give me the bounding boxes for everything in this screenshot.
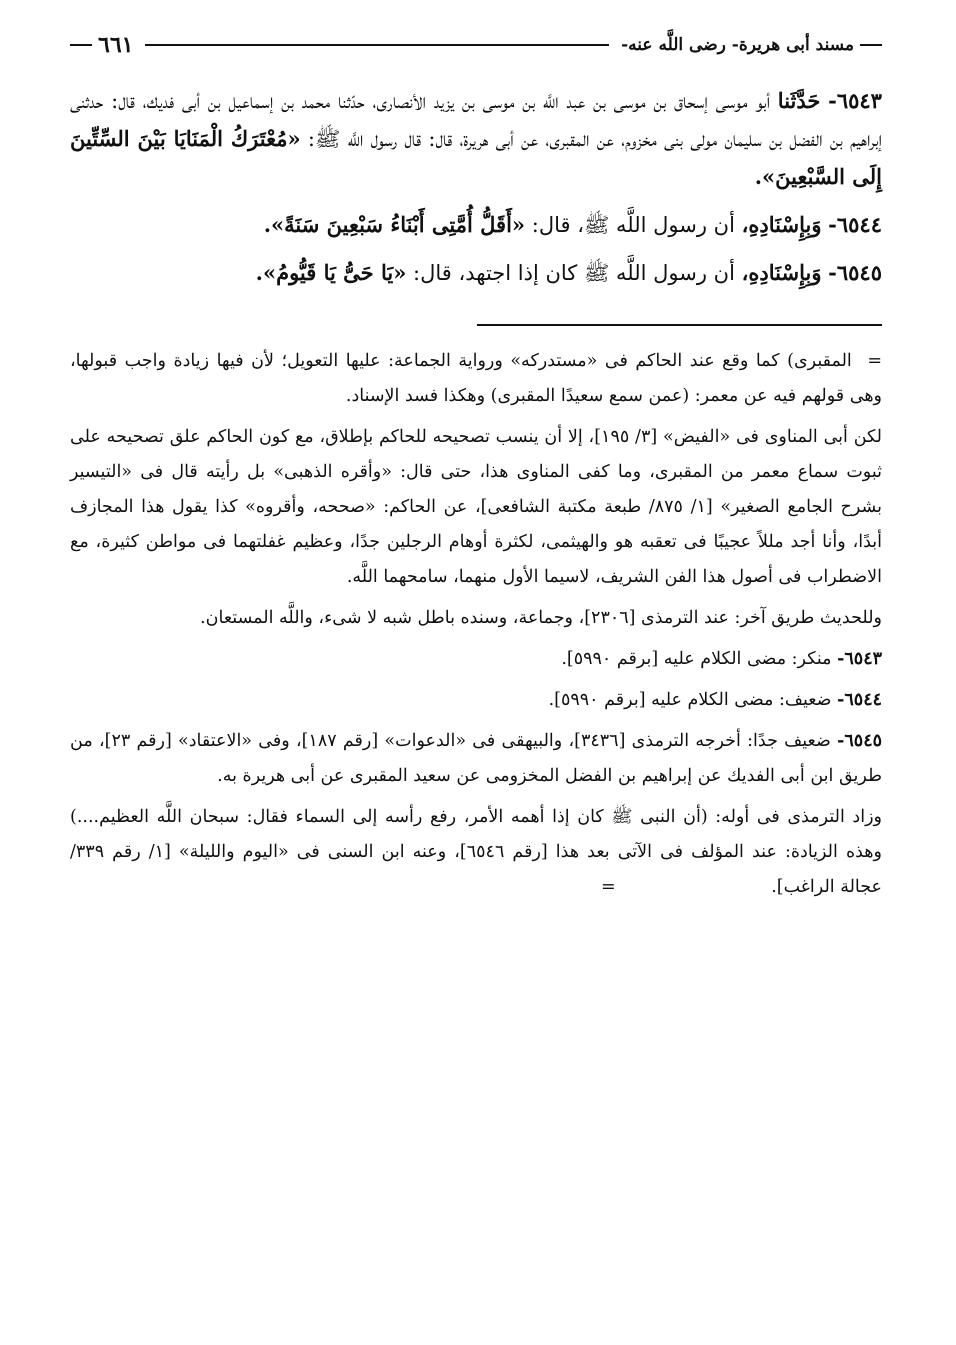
footnote-text: المقبرى) كما وقع عند الحاكم فى «مستدركه» ورواية الجماعة: عليها التعويل؛ لأن فيها زيادة واجب قبولها، وهى قولهم فيه عن معمر: (عمن سمع سعيدًا المقبرى) وهكذا فسد الإسناد. [70, 351, 882, 406]
grade-text: ضعيف: مضى الكلام عليه [برقم ٥٩٩٠]. [548, 690, 832, 710]
hadith-isnad: أبو موسى إسحاق بن موسى بن عبد اللَّه بن موسى بن يزيد الأنصارى، حدّثنا محمد بن إسماعيل بن أبى فديك، قال: حدثنى إبراهيم بن الفضل بن سليمان مولى بنى مخزوم، عن المقبرى، عن أبى هريرة، قال: قال رسول اللَّه ﷺ: [70, 89, 882, 151]
footnotes [70, 344, 882, 905]
grade-6543 [70, 642, 882, 677]
hadith-quote: «مُعْتَرَكُ الْمَنَايَا بَيْنَ السِّتِّينَ إِلَى السَّبْعِينَ». [70, 126, 882, 189]
page-number: ٦٦١ [98, 32, 134, 58]
hadith-intro: وَبِإِسْنَادِهِ، [741, 260, 822, 285]
footnote-paragraph: لكن أبى المناوى فى «الفيض» [٣/ ١٩٥]، إلا أن ينسب تصحيحه للحاكم بإطلاق، مع كون الحاكم علق تصحيحه على ثبوت سماع معمر من المقبرى، وما كفى المناوى هذا، حتى قال: «وأقره الذهبى» بل رأيته قال فى «التيسير بشرح الجامع الصغير» [١/ ٨٧٥/ طبعة مكتبة الشافعى]، عن الحاكم: «صححه، وأقروه» كذا يقول هذا المجازف أبدًا، وأنا أجد مللاً عجيبًا فى تعقبه هو والهيثمى، لكثرة أوهام الرجلين جدًا، وعظيم غفلتهما فى مواطن كثيرة، مع الاضطراب فى أصول هذا الفن الشريف، لاسيما الأول منهما، سامحهما اللَّه. [70, 427, 883, 587]
grade-text: ضعيف جدًا: أخرجه الترمذى [٣٤٣٦]، والبيهقى فى «الدعوات» [رقم ١٨٧]، وفى «الاعتقاد» [رقم ٢٣]، من طريق ابن أبى الفديك عن إبراهيم بن الفضل المخزومى عن سعيد المقبرى عن أبى هريرة به. [70, 731, 882, 786]
hadith-number: ٦٥٤٣- [828, 88, 882, 113]
hadith-quote: «أَقَلُّ أُمَّتِى أَبْنَاءُ سَبْعِينَ سَنَةً». [263, 212, 526, 237]
grade-6545 [70, 724, 882, 794]
header-dash-left [70, 44, 92, 46]
header-rule [145, 44, 609, 46]
hadith-quote: «يَا حَىُّ يَا قَيُّومُ». [255, 260, 407, 285]
grade-number: ٦٥٤٥- [837, 731, 882, 751]
footnote-paragraph: وللحديث طريق آخر: عند الترمذى [٢٣٠٦]، وجماعة، وسنده باطل شبه لا شىء، واللَّه المستعان. [200, 608, 882, 628]
document-page [70, 28, 882, 911]
trailing-mark: = [600, 877, 616, 897]
footnote-text: وزاد الترمذى فى أوله: (أن النبى ﷺ كان إذا أهمه الأمر، رفع رأسه إلى السماء فقال: سبحان اللَّه العظيم....) وهذه الزيادة: عند المؤلف فى الآتى بعد هذا [رقم ٦٥٤٦]، وعنه ابن السنى فى «اليوم والليلة» [١/ رقم ٣٣٩/ عجالة الراغب]. [70, 807, 882, 897]
footnote-separator [477, 324, 882, 326]
hadith-number: ٦٥٤٥- [828, 260, 882, 285]
hadith-intro: حَدَّثَنا [777, 88, 821, 113]
continuation-mark: = [867, 351, 882, 371]
hadith-text [70, 82, 882, 292]
hadith-isnad: أن رسول اللَّه ﷺ، قال: [531, 213, 735, 237]
hadith-isnad: أن رسول اللَّه ﷺ كان إذا اجتهد، قال: [413, 261, 735, 285]
grade-number: ٦٥٤٤- [837, 690, 882, 710]
hadith-6545 [70, 254, 882, 292]
footnote-separator-wrap [70, 302, 882, 344]
hadith-6543 [70, 82, 882, 196]
header-dash-right [860, 44, 882, 46]
footnote-final-paragraph [70, 800, 882, 905]
running-header [70, 28, 882, 62]
header-title: مسند أبى هريرة- رضى اللَّه عنه- [621, 35, 854, 55]
hadith-6544 [70, 206, 882, 244]
grade-text: منكر: مضى الكلام عليه [برقم ٥٩٩٠]. [561, 649, 832, 669]
grade-number: ٦٥٤٣- [837, 649, 882, 669]
grade-6544 [70, 683, 882, 718]
hadith-number: ٦٥٤٤- [828, 212, 882, 237]
hadith-intro: وَبِإِسْنَادِهِ، [741, 212, 822, 237]
footnote-paragraph [70, 344, 882, 414]
